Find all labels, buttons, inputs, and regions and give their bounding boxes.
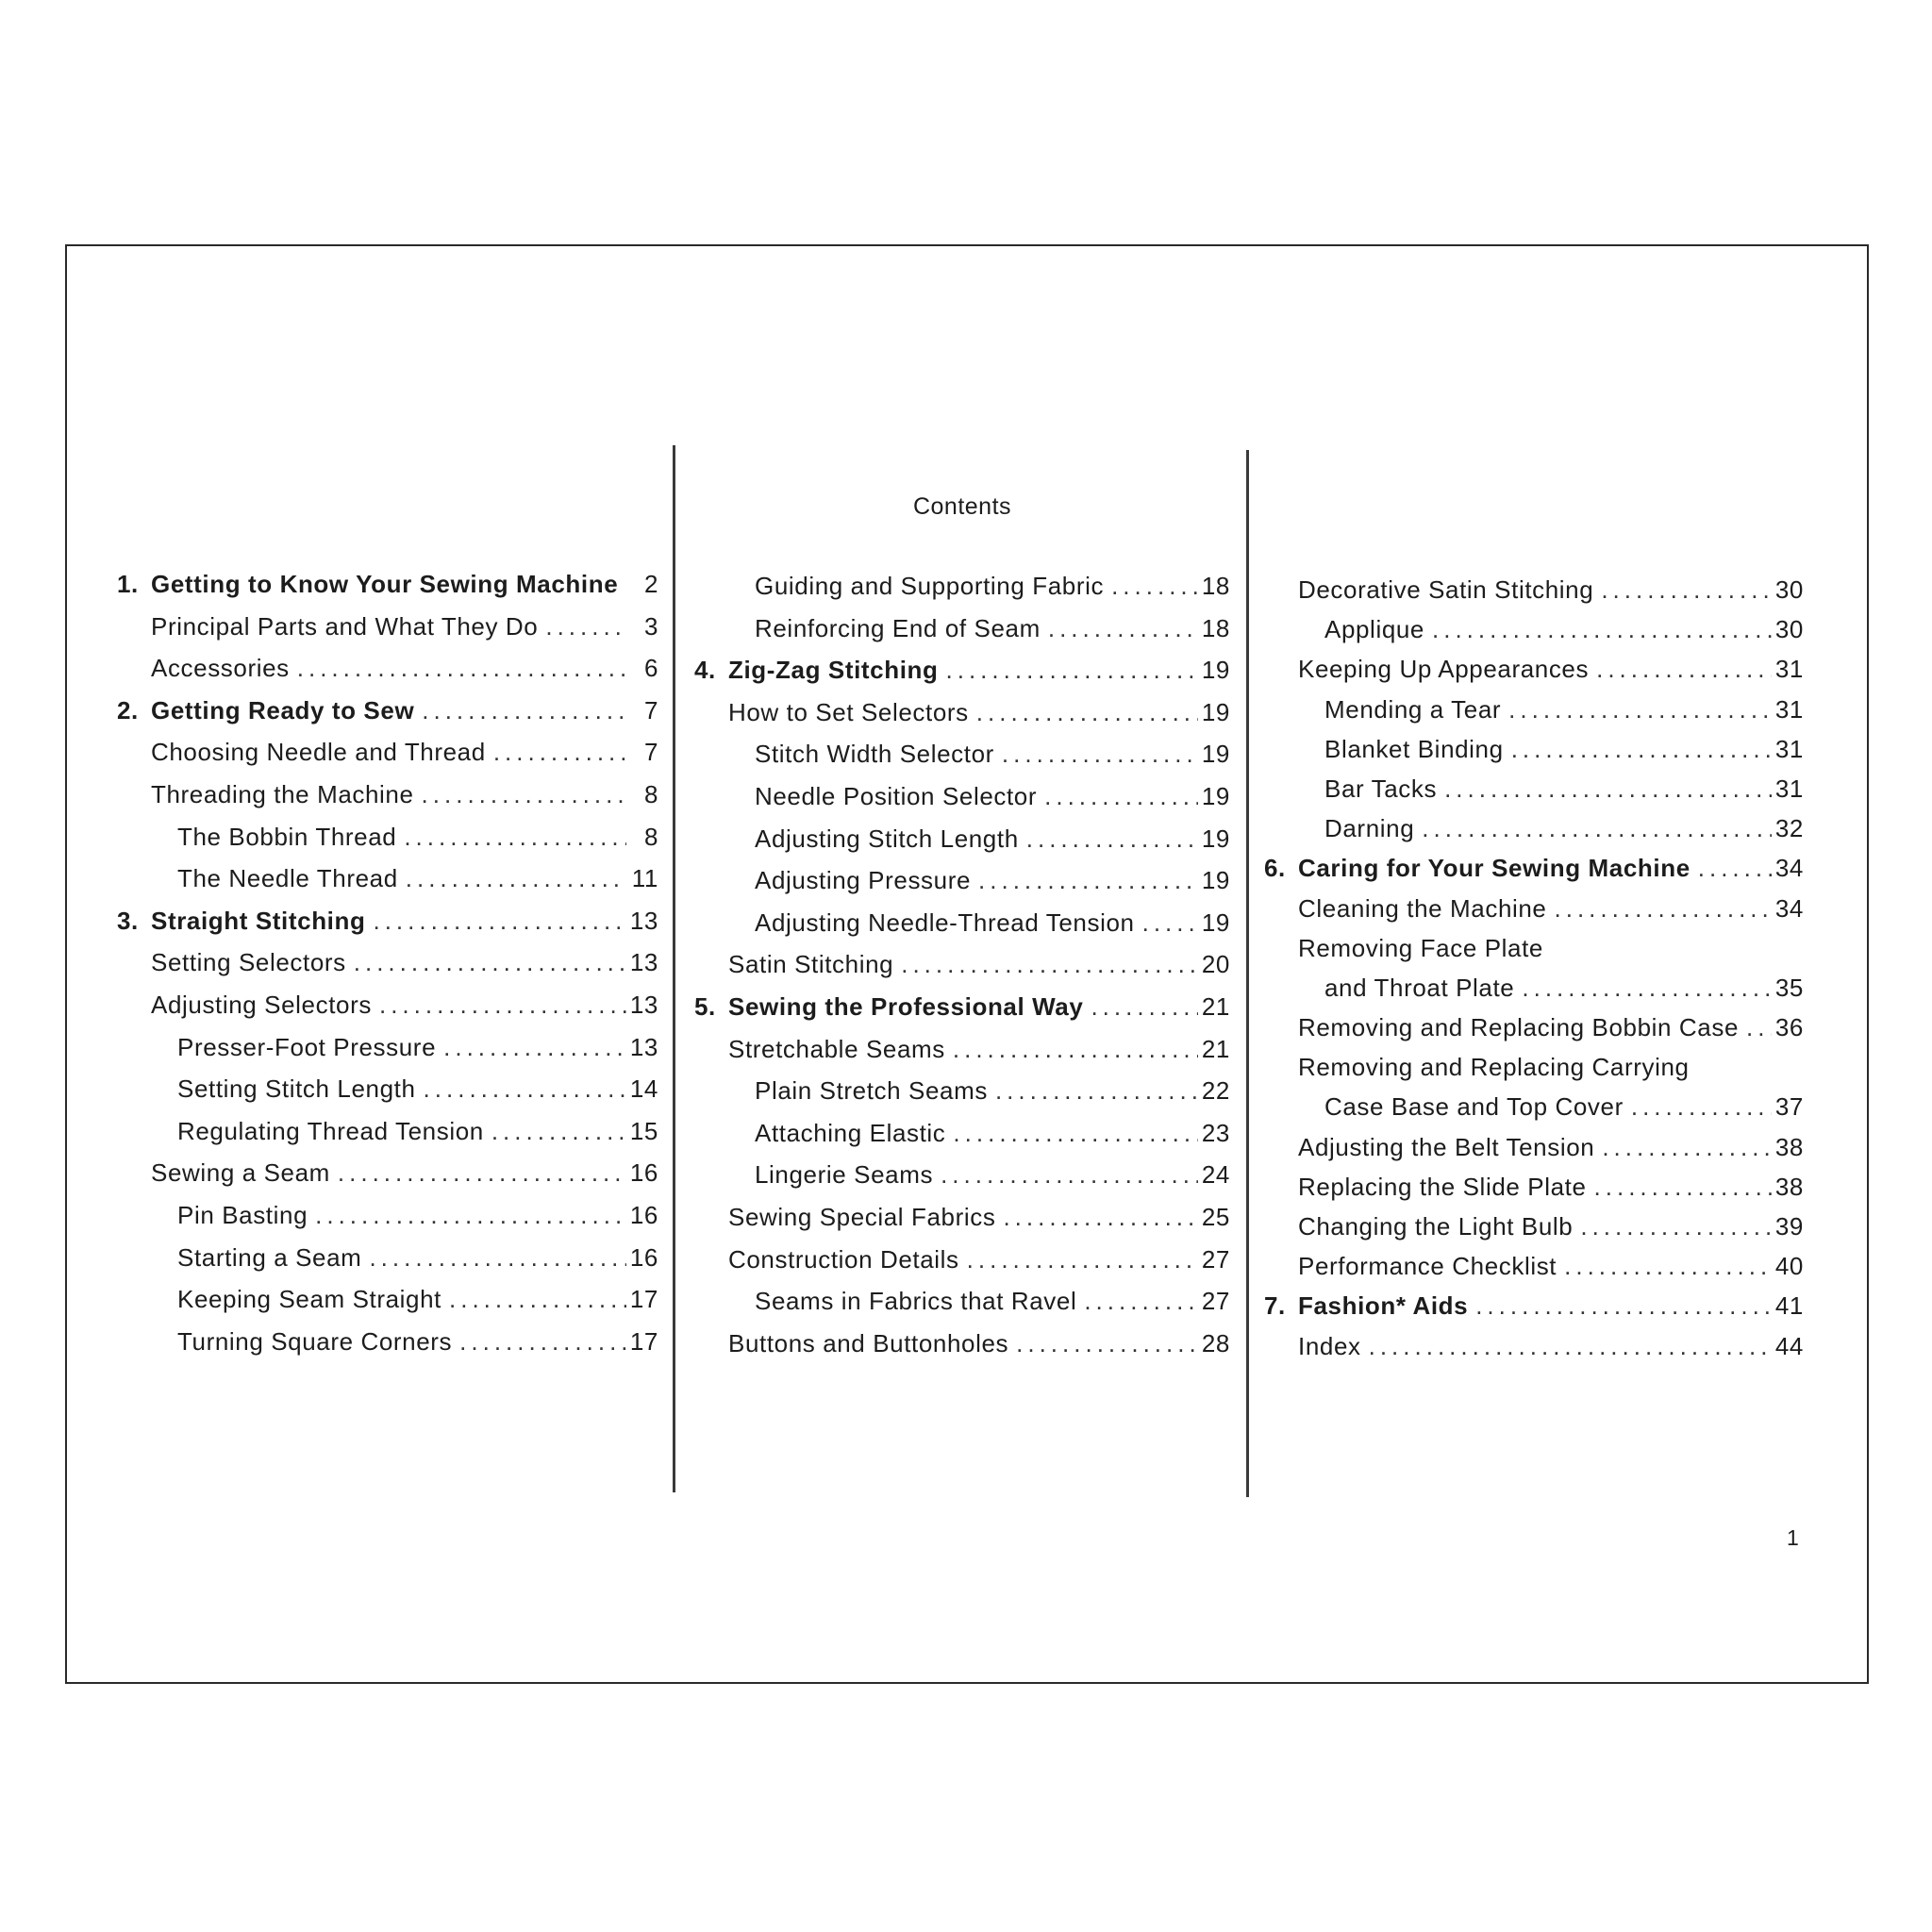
dot-leader (1594, 1167, 1772, 1207)
entry-title: Choosing Needle and Thread (151, 738, 486, 767)
entry-page-number: 30 (1774, 575, 1804, 604)
entry-title: Bar Tacks (1324, 774, 1438, 803)
toc-section-entry[interactable] (117, 1068, 658, 1110)
entry-page-number: 25 (1201, 1202, 1230, 1231)
dot-leader (1422, 808, 1772, 848)
toc-section-entry[interactable] (1264, 1167, 1804, 1207)
dot-leader (1111, 565, 1198, 608)
toc-section-entry[interactable] (694, 859, 1230, 902)
toc-section-entry[interactable] (694, 1112, 1230, 1155)
entry-page-number: 30 (1774, 615, 1804, 644)
toc-section-entry[interactable] (117, 1237, 658, 1279)
entry-page-number: 3 (643, 611, 658, 641)
entry-number: 1. (117, 570, 139, 598)
dot-leader (1369, 1326, 1772, 1366)
entry-page-number: 13 (629, 906, 658, 935)
dot-leader (406, 858, 626, 900)
entry-title: Performance Checklist (1298, 1252, 1557, 1281)
entry-title: Threading the Machine (151, 779, 414, 808)
entry-page-number: 40 (1774, 1252, 1804, 1281)
dot-leader (1555, 889, 1772, 928)
toc-section-entry[interactable] (694, 608, 1230, 650)
entry-title: How to Set Selectors (728, 697, 969, 726)
toc-section-entry[interactable] (694, 1323, 1230, 1365)
toc-section-entry[interactable] (1264, 729, 1804, 769)
dot-leader (491, 1110, 626, 1153)
toc-chapter-entry[interactable] (1264, 848, 1804, 888)
dot-leader (1016, 1323, 1198, 1365)
entry-title: Seams in Fabrics that Ravel (755, 1287, 1077, 1316)
toc-section-entry[interactable] (1264, 690, 1804, 729)
entry-title: Keeping Seam Straight (177, 1285, 441, 1314)
entry-page-number: 13 (629, 948, 658, 977)
entry-title: Removing and Replacing Carrying (1298, 1053, 1690, 1082)
dot-leader (1002, 733, 1198, 775)
toc-section-entry[interactable] (1264, 1008, 1804, 1047)
dot-leader (373, 900, 625, 942)
entry-title: Getting Ready to Sew (151, 695, 415, 724)
toc-section-entry[interactable] (1264, 928, 1804, 968)
entry-page-number: 19 (1201, 824, 1230, 853)
dot-leader (1091, 986, 1197, 1028)
entry-page-number: 19 (1201, 781, 1230, 810)
entry-title: and Throat Plate (1324, 973, 1515, 1002)
toc-section-entry[interactable] (694, 775, 1230, 818)
dot-leader (967, 1239, 1198, 1281)
entry-page-number: 24 (1201, 1160, 1230, 1190)
page-number: 1 (1787, 1525, 1799, 1550)
entry-title: Regulating Thread Tension (177, 1116, 484, 1145)
entry-page-number: 38 (1774, 1132, 1804, 1161)
dot-leader (1631, 1087, 1772, 1126)
entry-title: Removing and Replacing Bobbin Case (1298, 1013, 1740, 1042)
toc-section-entry[interactable] (1264, 808, 1804, 848)
entry-title: Turning Square Corners (177, 1326, 453, 1356)
entry-page-number: 6 (643, 654, 658, 683)
column-divider (673, 445, 675, 1492)
entry-title: Adjusting Needle-Thread Tension (755, 908, 1135, 937)
entry-page-number: 17 (629, 1326, 658, 1356)
toc-section-entry[interactable] (1264, 968, 1804, 1008)
toc-section-entry[interactable] (117, 731, 658, 774)
toc-section-entry[interactable] (117, 606, 658, 648)
entry-page-number: 2 (643, 570, 658, 598)
entry-title: The Bobbin Thread (177, 822, 397, 851)
entry-page-number: 38 (1774, 1172, 1804, 1201)
entry-title: Sewing a Seam (151, 1158, 330, 1188)
entry-title: Caring for Your Sewing Machine (1298, 854, 1690, 883)
toc-section-entry[interactable] (694, 733, 1230, 775)
toc-section-entry[interactable] (694, 1154, 1230, 1196)
dot-leader (953, 1112, 1197, 1155)
toc-section-entry[interactable] (694, 943, 1230, 986)
entry-page-number: 35 (1774, 973, 1804, 1002)
dot-leader (1432, 609, 1772, 649)
entry-title: Stretchable Seams (728, 1034, 945, 1063)
entry-page-number: 19 (1201, 908, 1230, 937)
toc-chapter-entry[interactable] (1264, 1286, 1804, 1325)
entry-title: Construction Details (728, 1244, 959, 1274)
dot-leader (1444, 769, 1772, 808)
dot-leader (1580, 1207, 1772, 1246)
entry-page-number: 15 (629, 1116, 658, 1145)
entry-title: Plain Stretch Seams (755, 1076, 988, 1106)
entry-page-number: 18 (1201, 572, 1230, 600)
entry-title: Decorative Satin Stitching (1298, 575, 1594, 604)
toc-section-entry[interactable] (117, 647, 658, 690)
entry-number: 5. (694, 991, 716, 1021)
entry-page-number: 27 (1201, 1287, 1230, 1316)
entry-page-number: 13 (629, 1032, 658, 1061)
dot-leader (1522, 968, 1772, 1008)
toc-section-entry[interactable] (117, 1152, 658, 1194)
toc-section-entry[interactable] (117, 941, 658, 984)
dot-leader (953, 1028, 1198, 1071)
dot-leader (1475, 1286, 1772, 1325)
toc-section-entry[interactable] (1264, 609, 1804, 649)
entry-title: Adjusting Stitch Length (755, 824, 1019, 853)
entry-page-number: 7 (643, 695, 658, 724)
toc-section-entry[interactable] (1264, 649, 1804, 689)
dot-leader (369, 1237, 625, 1279)
dot-leader (1048, 608, 1198, 650)
toc-section-entry[interactable] (694, 565, 1230, 608)
entry-title: Replacing the Slide Plate (1298, 1172, 1587, 1201)
entry-page-number: 19 (1201, 866, 1230, 895)
dot-leader (1003, 1196, 1197, 1239)
toc-section-entry[interactable] (117, 984, 658, 1026)
entry-page-number: 31 (1774, 694, 1804, 724)
entry-page-number: 22 (1201, 1076, 1230, 1106)
entry-page-number: 19 (1201, 697, 1230, 726)
entry-title: Mending a Tear (1324, 694, 1502, 724)
entry-page-number: 28 (1201, 1328, 1230, 1357)
entry-title: Fashion* Aids (1298, 1291, 1469, 1321)
entry-page-number: 37 (1774, 1092, 1804, 1122)
entry-title: Guiding and Supporting Fabric (755, 572, 1105, 600)
contents-heading: Contents (912, 493, 1012, 520)
toc-chapter-entry[interactable] (694, 986, 1230, 1028)
entry-page-number: 8 (643, 822, 658, 851)
entry-page-number: 21 (1201, 1034, 1230, 1063)
entry-page-number: 18 (1201, 613, 1230, 642)
entry-page-number: 23 (1201, 1118, 1230, 1147)
toc-section-entry[interactable] (1264, 1087, 1804, 1126)
entry-title: Lingerie Seams (755, 1160, 934, 1190)
entry-title: Applique (1324, 615, 1424, 644)
entry-page-number: 13 (629, 990, 658, 1019)
entry-title: Satin Stitching (728, 950, 894, 979)
dot-leader (1601, 570, 1772, 609)
dot-leader (1142, 902, 1198, 944)
entry-title: Straight Stitching (151, 906, 366, 935)
dot-leader (1044, 775, 1198, 818)
dot-leader (1511, 729, 1772, 769)
dot-leader (354, 941, 626, 984)
entry-title: Adjusting Pressure (755, 866, 972, 895)
entry-number: 2. (117, 695, 139, 724)
entry-title: Reinforcing End of Seam (755, 613, 1041, 642)
toc-section-entry[interactable] (694, 1239, 1230, 1281)
dot-leader (1084, 1280, 1198, 1323)
entry-title: Attaching Elastic (755, 1118, 946, 1147)
entry-page-number: 39 (1774, 1212, 1804, 1241)
dot-leader (449, 1278, 626, 1321)
dot-leader (459, 1321, 626, 1363)
dot-leader (338, 1152, 626, 1194)
toc-section-entry[interactable] (694, 902, 1230, 944)
entry-page-number: 27 (1201, 1244, 1230, 1274)
toc-section-entry[interactable] (117, 1110, 658, 1153)
entry-number: 7. (1264, 1291, 1286, 1321)
toc-section-entry[interactable] (694, 1070, 1230, 1112)
entry-page-number: 17 (629, 1285, 658, 1314)
dot-leader (315, 1194, 626, 1237)
entry-title: Presser-Foot Pressure (177, 1032, 437, 1061)
dot-leader (493, 731, 626, 774)
dot-leader (1602, 1127, 1772, 1167)
toc-section-entry[interactable] (117, 1321, 658, 1363)
entry-title: Sewing Special Fabrics (728, 1202, 996, 1231)
entry-page-number: 36 (1774, 1013, 1804, 1042)
dot-leader (978, 859, 1198, 902)
entry-title: Cleaning the Machine (1298, 893, 1547, 923)
entry-title: Sewing the Professional Way (728, 991, 1084, 1021)
entry-title: Buttons and Buttonholes (728, 1328, 1009, 1357)
toc-section-entry[interactable] (1264, 1127, 1804, 1167)
toc-section-entry[interactable] (117, 1194, 658, 1237)
entry-page-number: 19 (1201, 656, 1230, 685)
entry-title: Getting to Know Your Sewing Machine (151, 570, 619, 598)
toc-section-entry[interactable] (117, 1026, 658, 1069)
dot-leader (545, 606, 626, 648)
entry-title: The Needle Thread (177, 864, 398, 893)
toc-column-3 (1264, 570, 1804, 1366)
dot-leader (901, 943, 1198, 986)
entry-number: 4. (694, 656, 716, 685)
dot-leader (625, 563, 626, 606)
dot-leader (404, 816, 626, 858)
toc-section-entry[interactable] (117, 858, 658, 900)
entry-title: Setting Stitch Length (177, 1074, 416, 1104)
entry-number: 6. (1264, 854, 1286, 883)
dot-leader (1746, 1008, 1772, 1047)
entry-page-number: 16 (629, 1242, 658, 1272)
entry-page-number: 31 (1774, 774, 1804, 803)
entry-title: Keeping Up Appearances (1298, 655, 1590, 684)
entry-page-number: 34 (1774, 893, 1804, 923)
dot-leader (422, 690, 626, 732)
entry-page-number: 14 (629, 1074, 658, 1104)
toc-section-entry[interactable] (1264, 1246, 1804, 1286)
entry-title: Darning (1324, 814, 1415, 843)
dot-leader (1698, 848, 1772, 888)
entry-title: Setting Selectors (151, 948, 346, 977)
toc-column-1 (117, 563, 658, 1362)
entry-page-number: 21 (1201, 991, 1230, 1021)
entry-title: Case Base and Top Cover (1324, 1092, 1624, 1122)
entry-title: Needle Position Selector (755, 781, 1038, 810)
toc-chapter-entry[interactable] (117, 563, 658, 606)
dot-leader (1596, 649, 1772, 689)
toc-section-entry[interactable] (1264, 1047, 1804, 1087)
dot-leader (1508, 690, 1772, 729)
entry-title: Removing Face Plate (1298, 933, 1543, 962)
entry-title: Stitch Width Selector (755, 740, 994, 769)
entry-title: Adjusting Selectors (151, 990, 372, 1019)
entry-page-number: 8 (643, 779, 658, 808)
entry-page-number: 31 (1774, 655, 1804, 684)
entry-page-number: 44 (1774, 1331, 1804, 1360)
toc-column-2 (694, 565, 1230, 1364)
entry-title: Changing the Light Bulb (1298, 1212, 1574, 1241)
toc-section-entry[interactable] (1264, 1207, 1804, 1246)
entry-page-number: 34 (1774, 854, 1804, 883)
toc-section-entry[interactable] (694, 1028, 1230, 1071)
dot-leader (297, 647, 626, 690)
entry-page-number: 32 (1774, 814, 1804, 843)
entry-title: Pin Basting (177, 1200, 308, 1229)
dot-leader (443, 1026, 626, 1069)
entry-page-number: 20 (1201, 950, 1230, 979)
entry-page-number: 41 (1774, 1291, 1804, 1321)
entry-title: Principal Parts and What They Do (151, 611, 539, 641)
entry-page-number: 7 (643, 738, 658, 767)
dot-leader (995, 1070, 1198, 1112)
dot-leader (976, 691, 1198, 734)
entry-title: Starting a Seam (177, 1242, 362, 1272)
toc-section-entry[interactable] (694, 1196, 1230, 1239)
dot-leader (422, 774, 626, 816)
toc-section-entry[interactable] (117, 1278, 658, 1321)
entry-page-number: 16 (629, 1158, 658, 1188)
dot-leader (379, 984, 626, 1026)
toc-section-entry[interactable] (694, 691, 1230, 734)
entry-title: Adjusting the Belt Tension (1298, 1132, 1595, 1161)
toc-section-entry[interactable] (694, 818, 1230, 860)
toc-section-entry[interactable] (1264, 769, 1804, 808)
toc-chapter-entry[interactable] (694, 649, 1230, 691)
entry-title: Index (1298, 1331, 1361, 1360)
entry-title: Accessories (151, 654, 290, 683)
dot-leader (1026, 818, 1198, 860)
toc-chapter-entry[interactable] (117, 690, 658, 732)
entry-page-number: 11 (631, 864, 658, 893)
toc-chapter-entry[interactable] (1264, 1326, 1804, 1366)
toc-section-entry[interactable] (1264, 570, 1804, 609)
toc-section-entry[interactable] (694, 1280, 1230, 1323)
toc-chapter-entry[interactable] (117, 900, 658, 942)
entry-number: 3. (117, 906, 139, 935)
entry-page-number: 16 (629, 1200, 658, 1229)
dot-leader (424, 1068, 626, 1110)
toc-section-entry[interactable] (117, 816, 658, 858)
toc-section-entry[interactable] (117, 774, 658, 816)
dot-leader (941, 1154, 1198, 1196)
entry-title: Zig-Zag Stitching (728, 656, 939, 685)
entry-page-number: 19 (1201, 740, 1230, 769)
dot-leader (946, 649, 1198, 691)
toc-section-entry[interactable] (1264, 889, 1804, 928)
entry-page-number: 31 (1774, 734, 1804, 763)
column-divider (1246, 450, 1249, 1497)
dot-leader (1564, 1246, 1772, 1286)
entry-title: Blanket Binding (1324, 734, 1504, 763)
